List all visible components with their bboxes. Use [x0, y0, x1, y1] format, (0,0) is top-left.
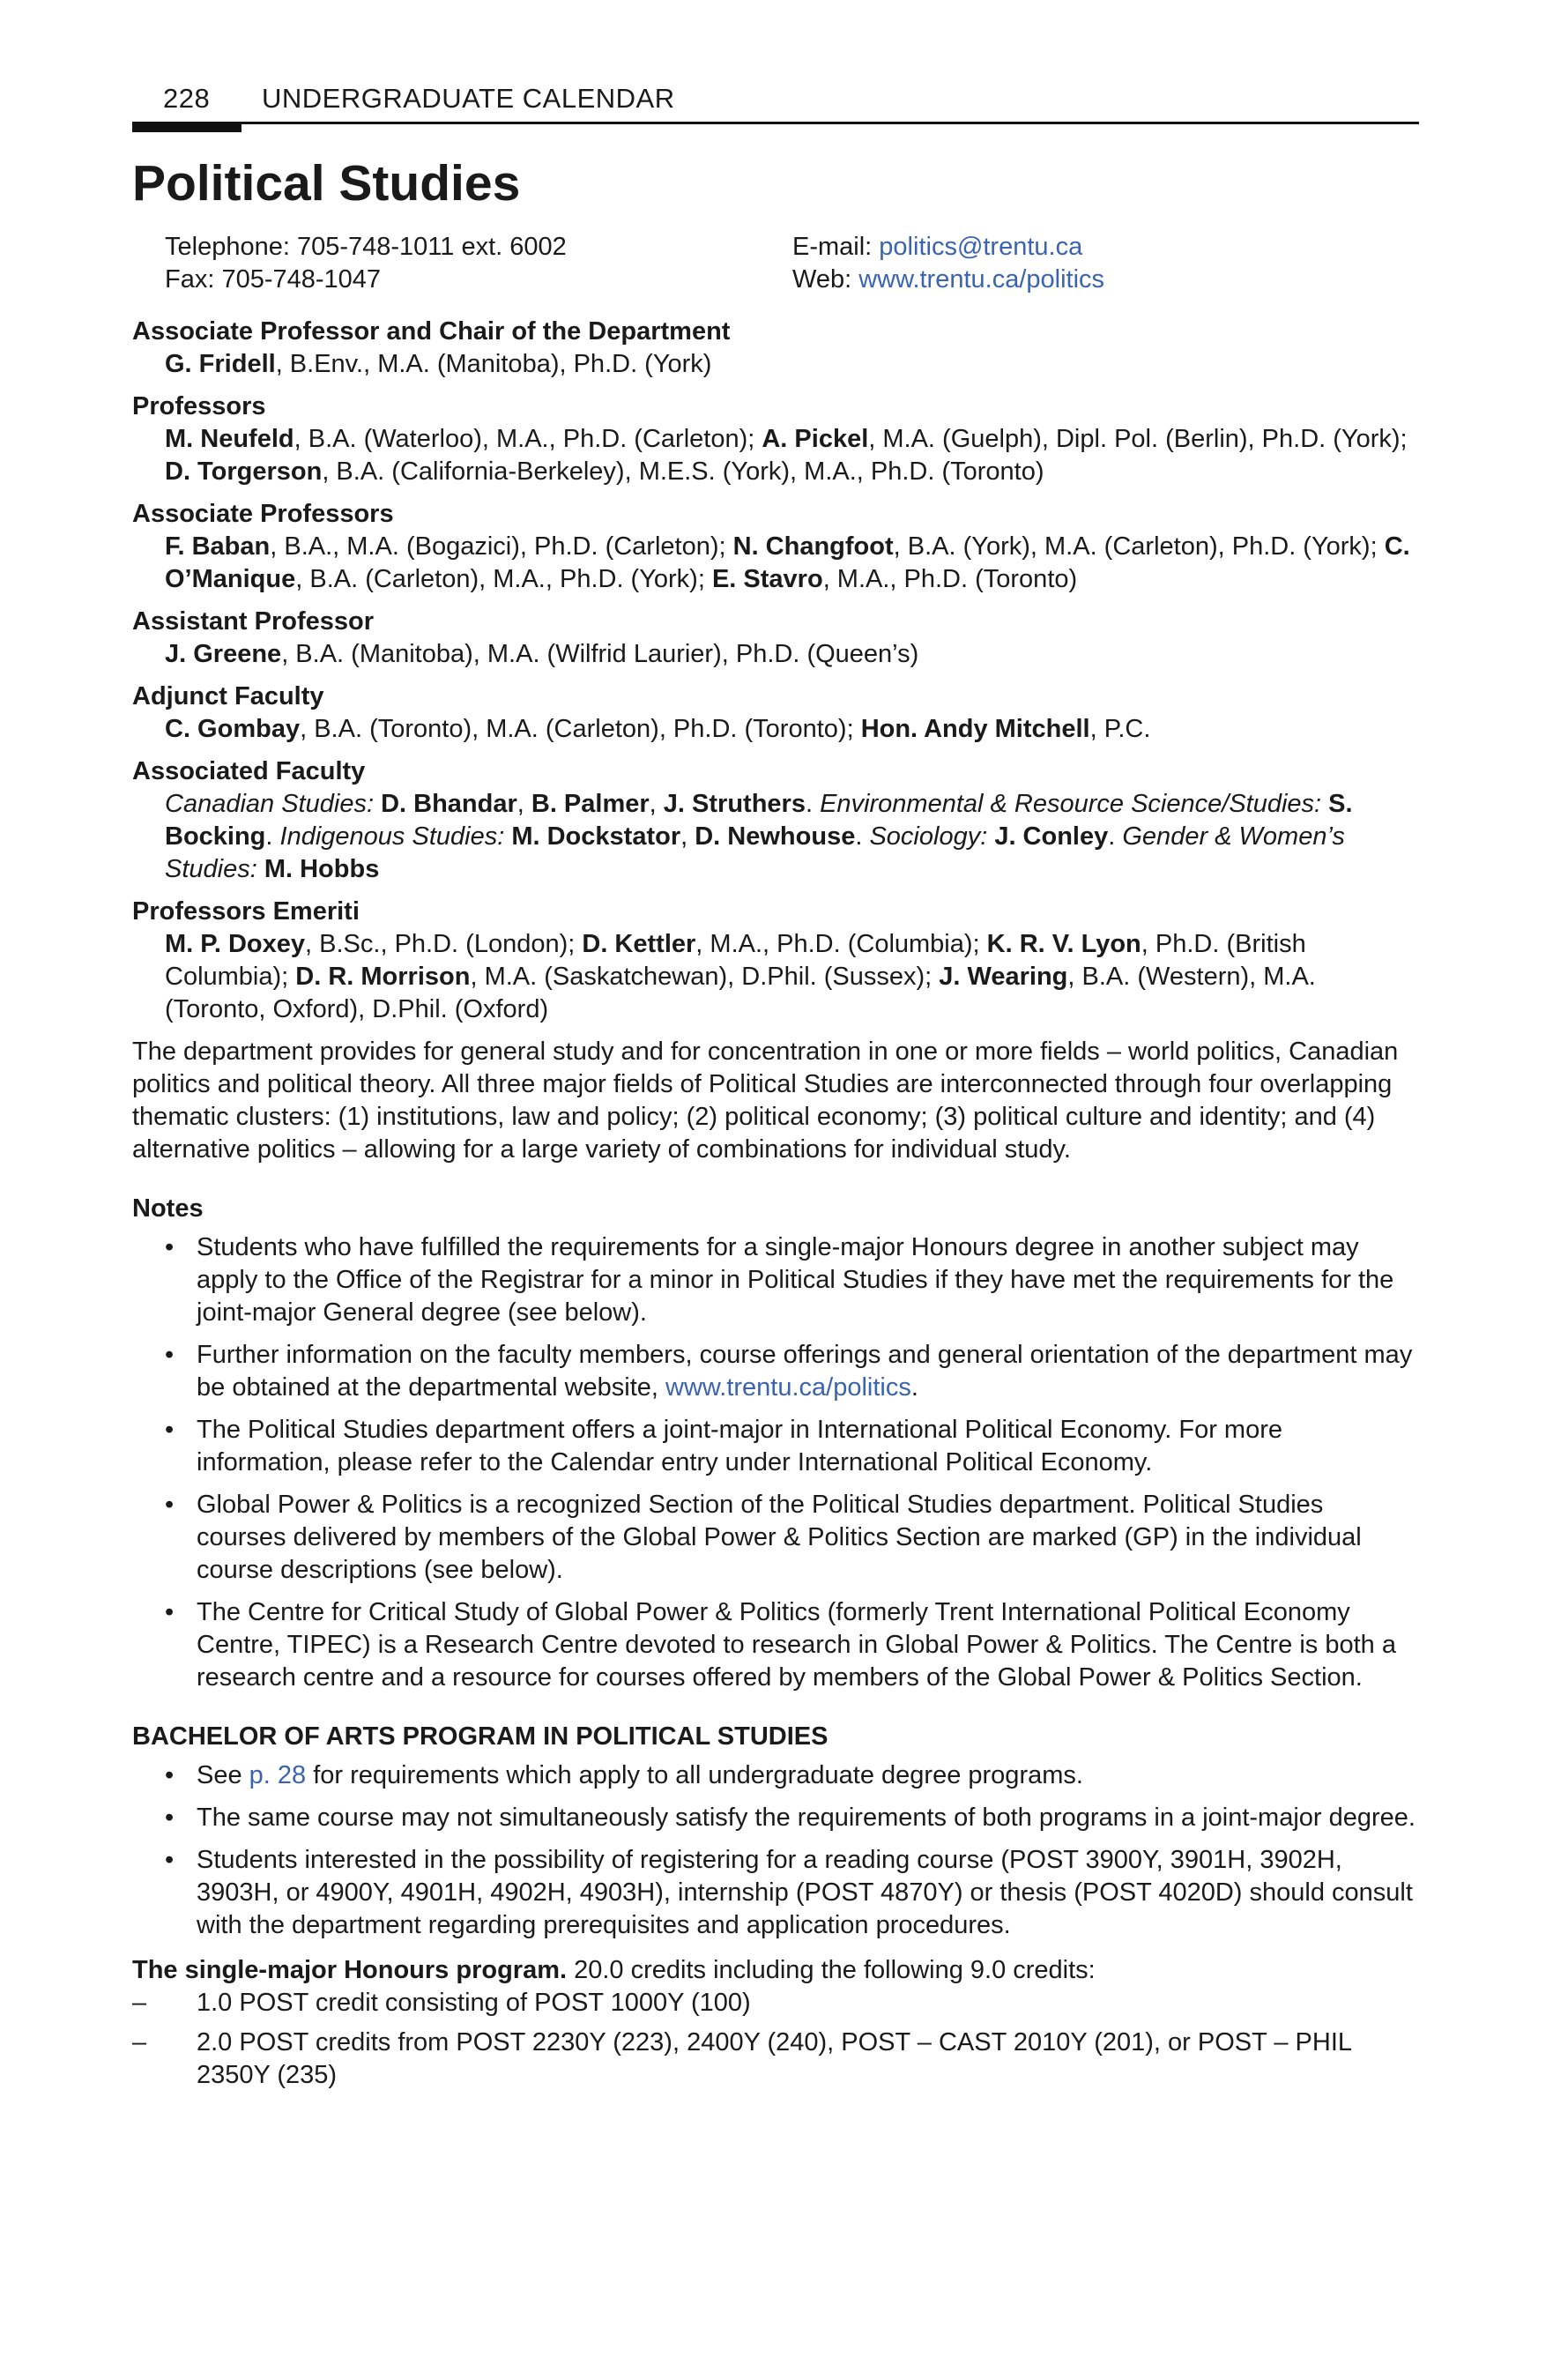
name-text: C. Gombay — [165, 715, 301, 743]
name-text: J. Conley — [994, 822, 1109, 851]
faculty-adjunct — [132, 681, 1419, 746]
text-run: , B.A. (Waterloo), M.A., Ph.D. (Carleton); — [294, 425, 762, 453]
single-major-lead — [132, 1954, 1419, 1987]
bullet-marker: • — [165, 1804, 175, 1832]
bullet-marker: • — [165, 1233, 175, 1261]
list-item-text — [197, 1598, 1396, 1692]
field-label: Gender & Women’s Studies: — [165, 822, 1345, 883]
faculty-associated — [132, 755, 1419, 886]
web-label: Web: — [792, 265, 859, 294]
inline-link[interactable]: www.trentu.ca/politics — [665, 1373, 911, 1402]
faculty-list — [165, 348, 1419, 381]
dash-marker: – — [132, 2028, 147, 2056]
name-text: S. Bocking — [165, 790, 1353, 851]
bullet-marker: • — [165, 1761, 175, 1789]
list-item — [132, 1802, 1419, 1834]
faculty-list — [165, 928, 1419, 1026]
intro-paragraph: The department provides for general study and for concentration in one or more fields – world politics, Canadian politics and political theory. All three major fields of Political Studies are interconnected through four overlapping thematic clusters: (1) institutions, law and policy; (2) political economy; (3) political culture and identity; and (4) alternative politics – allowing for a large variety of combinations for individual study. — [132, 1038, 1399, 1164]
faculty-heading: Associate Professor and Chair of the Department — [132, 317, 731, 346]
name-text: J. Wearing — [939, 963, 1068, 991]
text-run: The same course may not simultaneously satisfy the requirements of both programs in a joint-major degree. — [197, 1804, 1416, 1832]
page-title: Political Studies — [132, 155, 521, 212]
text-run: . — [910, 1373, 918, 1402]
text-run: for requirements which apply to all undergraduate degree programs. — [306, 1761, 1083, 1789]
telephone: Telephone: 705-748-1011 ext. 6002 — [165, 233, 567, 261]
field-label: Indigenous Studies: — [279, 822, 512, 851]
ba-program-list — [132, 1759, 1419, 1942]
bullet-marker: • — [165, 1341, 175, 1369]
text-run: , B.A. (California-Berkeley), M.E.S. (York), M.A., Ph.D. (Toronto) — [322, 457, 1044, 486]
faculty-list — [165, 788, 1419, 886]
name-text: B. Palmer — [531, 790, 650, 818]
name-text: M. Dockstator — [511, 822, 681, 851]
text-run: Further information on the faculty members, course offerings and general orientation of the department may be obtained at the departmental website, — [197, 1341, 1413, 1402]
text-run: Students interested in the possibility of registering for a reading course (POST 3900Y, 3901H, 3902H, 3903H, or 4900Y, 4901H, 4902H, 4903H), internship (POST 4870Y) or thesis (POST 4020D) should consult with the department regarding prerequisites and application procedures. — [197, 1846, 1413, 1939]
text-run: . — [265, 822, 280, 851]
list-item-text — [197, 1846, 1413, 1939]
list-item — [132, 1414, 1419, 1479]
email-link[interactable]: politics@trentu.ca — [879, 233, 1083, 261]
text-run: . — [1108, 822, 1123, 851]
field-label: Environmental & Resource Science/Studies: — [820, 790, 1329, 818]
notes-heading: Notes — [132, 1194, 204, 1223]
list-item-text — [197, 1761, 1083, 1789]
text-run: , B.A. (Carleton), M.A., Ph.D. (York); — [295, 565, 712, 593]
list-item-text — [197, 1491, 1362, 1584]
single-major-list — [132, 1987, 1419, 2092]
text-run: The Centre for Critical Study of Global Power & Politics (formerly Trent International Political Economy Centre, TIPEC) is a Research Centre devoted to research in Global Power & Politics. The Centre is both a research centre and a resource for courses offered by members of the Global Power & Politics Section. — [197, 1598, 1396, 1692]
bullet-marker: • — [165, 1416, 175, 1444]
fax: Fax: 705-748-1047 — [165, 265, 382, 294]
text-run: , Ph.D. (British Columbia); — [165, 930, 1306, 991]
ba-program-heading: BACHELOR OF ARTS PROGRAM IN POLITICAL STUDIES — [132, 1722, 829, 1751]
text-run: , M.A., Ph.D. (Toronto) — [822, 565, 1078, 593]
text-run: , B.Sc., Ph.D. (London); — [305, 930, 583, 958]
faculty-professors — [132, 390, 1419, 488]
text-run: Global Power & Politics is a recognized Section of the Political Studies department. Political Studies courses delivered by members of the Global Power & Politics Section are marked (GP) in the individual course descriptions (see below). — [197, 1491, 1362, 1584]
list-item — [132, 1339, 1419, 1404]
name-text: F. Baban — [165, 532, 271, 561]
single-major-lead-rest: 20.0 credits including the following 9.0 credits: — [567, 1956, 1096, 1984]
faculty-list — [165, 423, 1419, 488]
text-run: See — [197, 1761, 249, 1789]
contact-online-column — [792, 231, 1104, 296]
list-item-text — [197, 1341, 1412, 1402]
name-text: M. Hobbs — [264, 855, 380, 883]
text-run: . — [855, 822, 870, 851]
faculty-emeriti — [132, 896, 1419, 1026]
name-text: G. Fridell — [165, 350, 276, 378]
text-run: , — [680, 822, 695, 851]
list-item-text — [197, 1804, 1416, 1832]
text-run: , B.Env., M.A. (Manitoba), Ph.D. (York) — [275, 350, 712, 378]
name-text: Hon. Andy Mitchell — [860, 715, 1090, 743]
text-run: , B.A. (Manitoba), M.A. (Wilfrid Laurier), Ph.D. (Queen’s) — [281, 640, 919, 668]
running-title: UNDERGRADUATE CALENDAR — [262, 83, 675, 114]
body-flow — [132, 316, 1419, 2099]
text-run: , B.A. (York), M.A. (Carleton), Ph.D. (York); — [893, 532, 1385, 561]
name-text: K. R. V. Lyon — [986, 930, 1141, 958]
contact-phone-column — [165, 231, 567, 296]
text-run: , B.A. (Toronto), M.A. (Carleton), Ph.D. (Toronto); — [300, 715, 861, 743]
field-label: Sociology: — [869, 822, 995, 851]
text-run: The Political Studies department offers a joint-major in International Political Economy. For more information, please refer to the Calendar entry under International Political Economy. — [197, 1416, 1282, 1476]
list-item — [132, 2027, 1419, 2092]
faculty-list — [165, 531, 1419, 596]
header-rule-tab — [132, 122, 241, 132]
inline-link[interactable]: p. 28 — [249, 1761, 307, 1789]
name-text: N. Changfoot — [732, 532, 894, 561]
list-item — [132, 1596, 1419, 1694]
bullet-marker: • — [165, 1846, 175, 1874]
web-line — [792, 264, 1104, 296]
text-run: , M.A. (Guelph), Dipl. Pol. (Berlin), Ph.D. (York); — [868, 425, 1408, 453]
email-label: E-mail: — [792, 233, 880, 261]
list-item-text: 1.0 POST credit consisting of POST 1000Y (100) — [197, 1989, 751, 2017]
web-link[interactable]: www.trentu.ca/politics — [858, 265, 1105, 294]
name-text: D. Kettler — [582, 930, 696, 958]
text-run: , — [649, 790, 664, 818]
text-run: , — [516, 790, 531, 818]
email-line — [792, 231, 1104, 264]
text-run: , B.A. (Western), M.A. (Toronto, Oxford), D.Phil. (Oxford) — [165, 963, 1316, 1023]
name-text: A. Pickel — [762, 425, 869, 453]
list-item — [132, 1759, 1419, 1792]
name-text: C. O’Manique — [165, 532, 1410, 593]
faculty-heading: Professors — [132, 392, 266, 420]
name-text: M. Neufeld — [165, 425, 294, 453]
name-text: J. Struthers — [663, 790, 806, 818]
text-run: , B.A., M.A. (Bogazici), Ph.D. (Carleton); — [270, 532, 733, 561]
faculty-heading: Professors Emeriti — [132, 897, 360, 926]
list-item-text: 2.0 POST credits from POST 2230Y (223), 2400Y (240), POST – CAST 2010Y (201), or POST – PHIL 2350Y (235) — [197, 2028, 1351, 2089]
name-text: E. Stavro — [711, 565, 823, 593]
name-text: D. Newhouse — [695, 822, 856, 851]
name-text: J. Greene — [165, 640, 282, 668]
text-run: , M.A. (Saskatchewan), D.Phil. (Sussex); — [470, 963, 940, 991]
name-text: D. Torgerson — [165, 457, 323, 486]
faculty-list — [165, 713, 1419, 746]
list-item — [132, 1231, 1419, 1329]
text-run: Students who have fulfilled the requirements for a single-major Honours degree in another subject may apply to the Office of the Registrar for a minor in Political Studies if they have met the requirements for the joint-major General degree (see below). — [197, 1233, 1394, 1327]
faculty-heading: Assistant Professor — [132, 607, 374, 636]
faculty-associate-professors — [132, 498, 1419, 596]
list-item — [132, 1489, 1419, 1587]
faculty-chair — [132, 316, 1419, 381]
name-text: D. R. Morrison — [295, 963, 471, 991]
faculty-heading: Associated Faculty — [132, 757, 366, 785]
running-header — [163, 83, 675, 115]
bullet-marker: • — [165, 1598, 175, 1626]
name-text: M. P. Doxey — [165, 930, 306, 958]
name-text: D. Bhandar — [381, 790, 517, 818]
list-item — [132, 1844, 1419, 1942]
faculty-heading: Adjunct Faculty — [132, 682, 324, 710]
header-rule — [132, 122, 1419, 124]
faculty-list — [165, 638, 1419, 671]
text-run: , M.A., Ph.D. (Columbia); — [695, 930, 987, 958]
list-item-text — [197, 1416, 1282, 1476]
list-item — [132, 1987, 1419, 2019]
dash-marker: – — [132, 1989, 147, 2017]
bullet-marker: • — [165, 1491, 175, 1519]
single-major-lead-bold: The single-major Honours program. — [132, 1956, 568, 1984]
text-run: , P.C. — [1089, 715, 1151, 743]
list-item-text — [197, 1233, 1393, 1327]
field-label: Canadian Studies: — [165, 790, 382, 818]
faculty-assistant-professor — [132, 606, 1419, 671]
page-number: 228 — [163, 83, 211, 114]
text-run: . — [805, 790, 821, 818]
faculty-heading: Associate Professors — [132, 500, 394, 528]
notes-list — [132, 1231, 1419, 1694]
